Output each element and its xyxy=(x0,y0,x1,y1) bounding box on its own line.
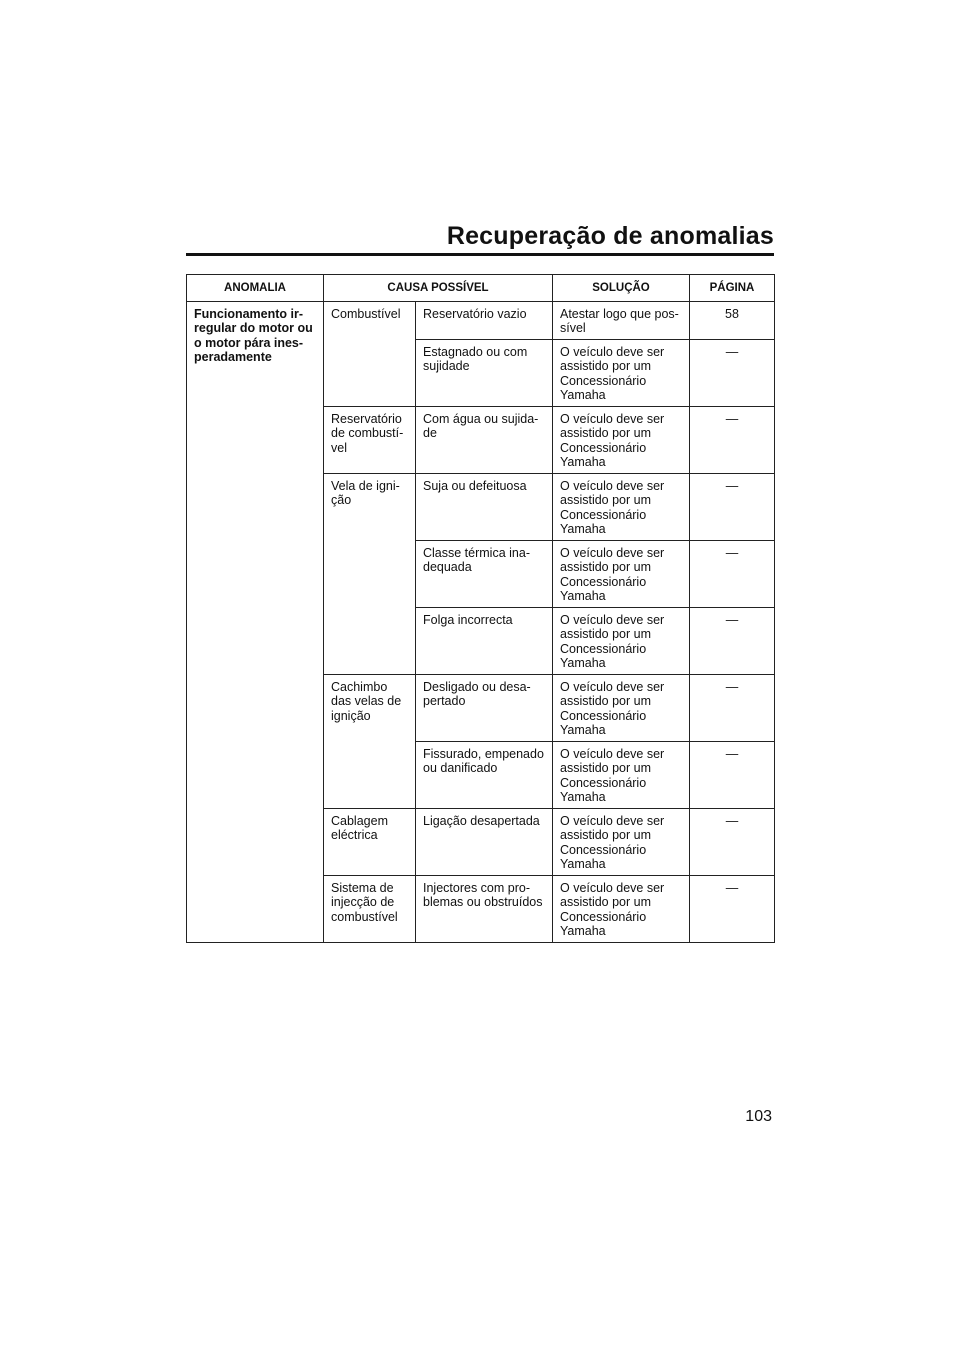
solution-cell: O veículo deve ser assistido por um Concessionário Yamaha xyxy=(553,875,690,942)
solution-cell: Atestar logo que pos- sível xyxy=(553,301,690,339)
cause-detail-cell: Suja ou defeituosa xyxy=(416,473,553,540)
cause-detail-cell: Folga incorrecta xyxy=(416,607,553,674)
page-ref-cell: 58 xyxy=(690,301,775,339)
page-ref-cell: — xyxy=(690,808,775,875)
anomaly-cell: Funcionamento ir- regular do motor ou o motor pára ines- peradamente xyxy=(187,301,324,942)
cause-group-cell: Cablagem eléctrica xyxy=(324,808,416,875)
header-solution: SOLUÇÃO xyxy=(553,275,690,302)
cause-group-cell: Sistema de injecção de combustível xyxy=(324,875,416,942)
page-ref-cell: — xyxy=(690,607,775,674)
solution-cell: O veículo deve ser assistido por um Concessionário Yamaha xyxy=(553,741,690,808)
cause-detail-cell: Reservatório vazio xyxy=(416,301,553,339)
table-row xyxy=(187,301,775,339)
page-ref-cell: — xyxy=(690,406,775,473)
cause-detail-cell: Estagnado ou com sujidade xyxy=(416,339,553,406)
page-ref-cell: — xyxy=(690,875,775,942)
cause-detail-cell: Fissurado, empenado ou danificado xyxy=(416,741,553,808)
cause-detail-cell: Desligado ou desa- pertado xyxy=(416,674,553,741)
cause-group-cell: Reservatório de combustí- vel xyxy=(324,406,416,473)
solution-cell: O veículo deve ser assistido por um Concessionário Yamaha xyxy=(553,607,690,674)
page-ref-cell: — xyxy=(690,473,775,540)
table-header-row xyxy=(187,275,775,302)
cause-detail-cell: Classe térmica ina- dequada xyxy=(416,540,553,607)
page-ref-cell: — xyxy=(690,540,775,607)
page-ref-cell: — xyxy=(690,674,775,741)
cause-group-cell: Combustível xyxy=(324,301,416,406)
page-title: Recuperação de anomalias xyxy=(446,222,774,250)
title-rule xyxy=(186,253,774,256)
page-number: 103 xyxy=(745,1108,772,1125)
solution-cell: O veículo deve ser assistido por um Concessionário Yamaha xyxy=(553,674,690,741)
solution-cell: O veículo deve ser assistido por um Concessionário Yamaha xyxy=(553,406,690,473)
solution-cell: O veículo deve ser assistido por um Concessionário Yamaha xyxy=(553,540,690,607)
cause-detail-cell: Injectores com pro- blemas ou obstruídos xyxy=(416,875,553,942)
page-ref-cell: — xyxy=(690,741,775,808)
page-ref-cell: — xyxy=(690,339,775,406)
header-anomaly: ANOMALIA xyxy=(187,275,324,302)
cause-group-cell: Vela de igni- ção xyxy=(324,473,416,674)
header-cause: CAUSA POSSÍVEL xyxy=(324,275,553,302)
cause-detail-cell: Com água ou sujida- de xyxy=(416,406,553,473)
cause-group-cell: Cachimbo das velas de ignição xyxy=(324,674,416,808)
cause-detail-cell: Ligação desapertada xyxy=(416,808,553,875)
header-page: PÁGINA xyxy=(690,275,775,302)
solution-cell: O veículo deve ser assistido por um Concessionário Yamaha xyxy=(553,473,690,540)
solution-cell: O veículo deve ser assistido por um Concessionário Yamaha xyxy=(553,808,690,875)
troubleshooting-table xyxy=(186,274,775,943)
solution-cell: O veículo deve ser assistido por um Concessionário Yamaha xyxy=(553,339,690,406)
